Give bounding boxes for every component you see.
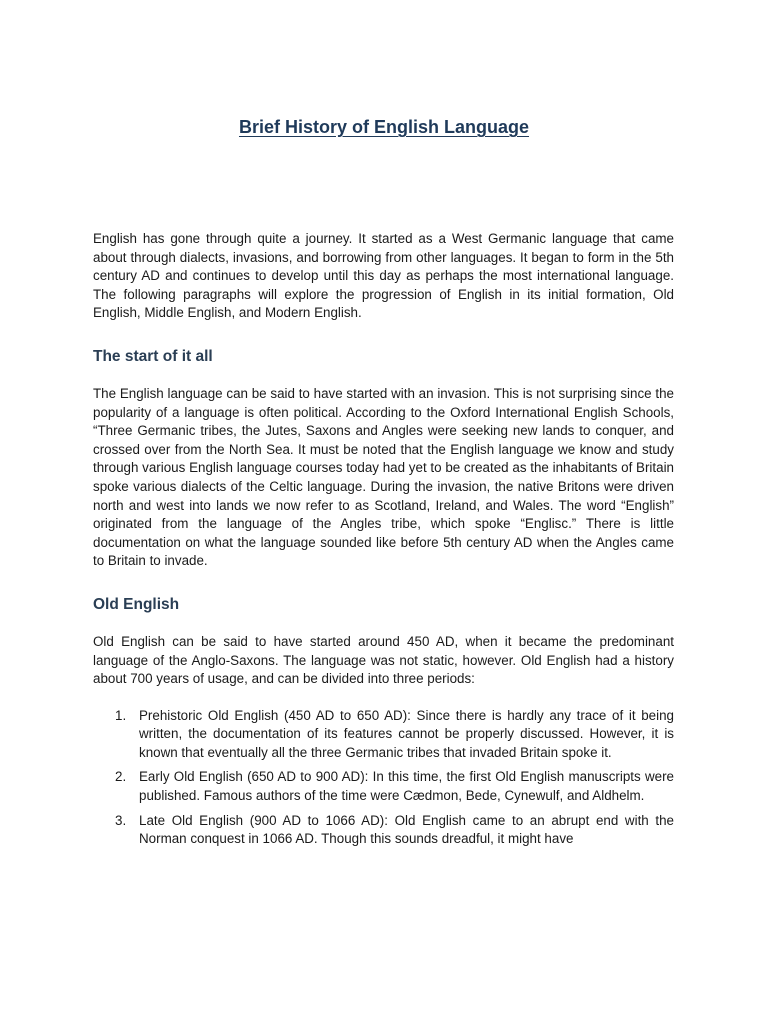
document-body	[93, 230, 674, 855]
list-item	[93, 812, 674, 849]
list-item-number: 3.	[115, 812, 127, 828]
list-item-text: Early Old English (650 AD to 900 AD): In this time, the first Old English manuscripts were published. Famous authors of the time were Cædmon, Bede, Cynewulf, and Aldhelm.	[139, 769, 674, 804]
section-paragraph-old-english: Old English can be said to have started around 450 AD, when it became the predominant language of the Anglo-Saxons. The language was not static, however. Old English had a history about 700 years of usage, and can be divided into three periods:	[93, 633, 674, 687]
page-title-text: Brief History of English Language	[238, 117, 530, 137]
periods-list	[93, 707, 674, 849]
section-heading-start: The start of it all	[93, 347, 213, 365]
section-paragraph-start: The English language can be said to have started with an invasion. This is not surprising since the popularity of a language is often political. According to the Oxford International English Schools, “Three Germanic tribes, the Jutes, Saxons and Angles were seeking new lands to conquer, and crossed over from the North Sea. It must be noted that the English language we know and study through various English language courses today had yet to be created as the inhabitants of Britain spoke various dialects of the Celtic language. During the invasion, the native Britons were driven north and west into lands we now refer to as Scotland, Ireland, and Wales. The word “English” originated from the language of the Angles tribe, which spoke “Englisc.” There is little documentation on what the language sounded like before 5th century AD when the Angles came to Britain to invade.	[93, 385, 674, 569]
list-item-number: 2.	[115, 769, 127, 785]
intro-paragraph: English has gone through quite a journey. It started as a West Germanic language that came about through dialects, invasions, and borrowing from other languages. It began to form in the 5th century AD and continues to develop until this day as perhaps the most international language. The following paragraphs will explore the progression of English in its initial formation, Old English, Middle English, and Modern English.	[93, 231, 674, 321]
page-title	[0, 117, 768, 138]
section-heading-old-english: Old English	[93, 595, 180, 613]
list-item-number: 1.	[115, 707, 127, 723]
list-item-text: Late Old English (900 AD to 1066 AD): Old English came to an abrupt end with the Norman conquest in 1066 AD. Though this sounds dreadful, it might have	[139, 812, 674, 847]
list-item-text: Prehistoric Old English (450 AD to 650 AD): Since there is hardly any trace of it being written, the documentation of its features cannot be properly discussed. However, it is known that eventually all the three Germanic tribes that invaded Britain spoke it.	[139, 707, 674, 760]
list-item	[93, 707, 674, 763]
list-item	[93, 768, 674, 805]
